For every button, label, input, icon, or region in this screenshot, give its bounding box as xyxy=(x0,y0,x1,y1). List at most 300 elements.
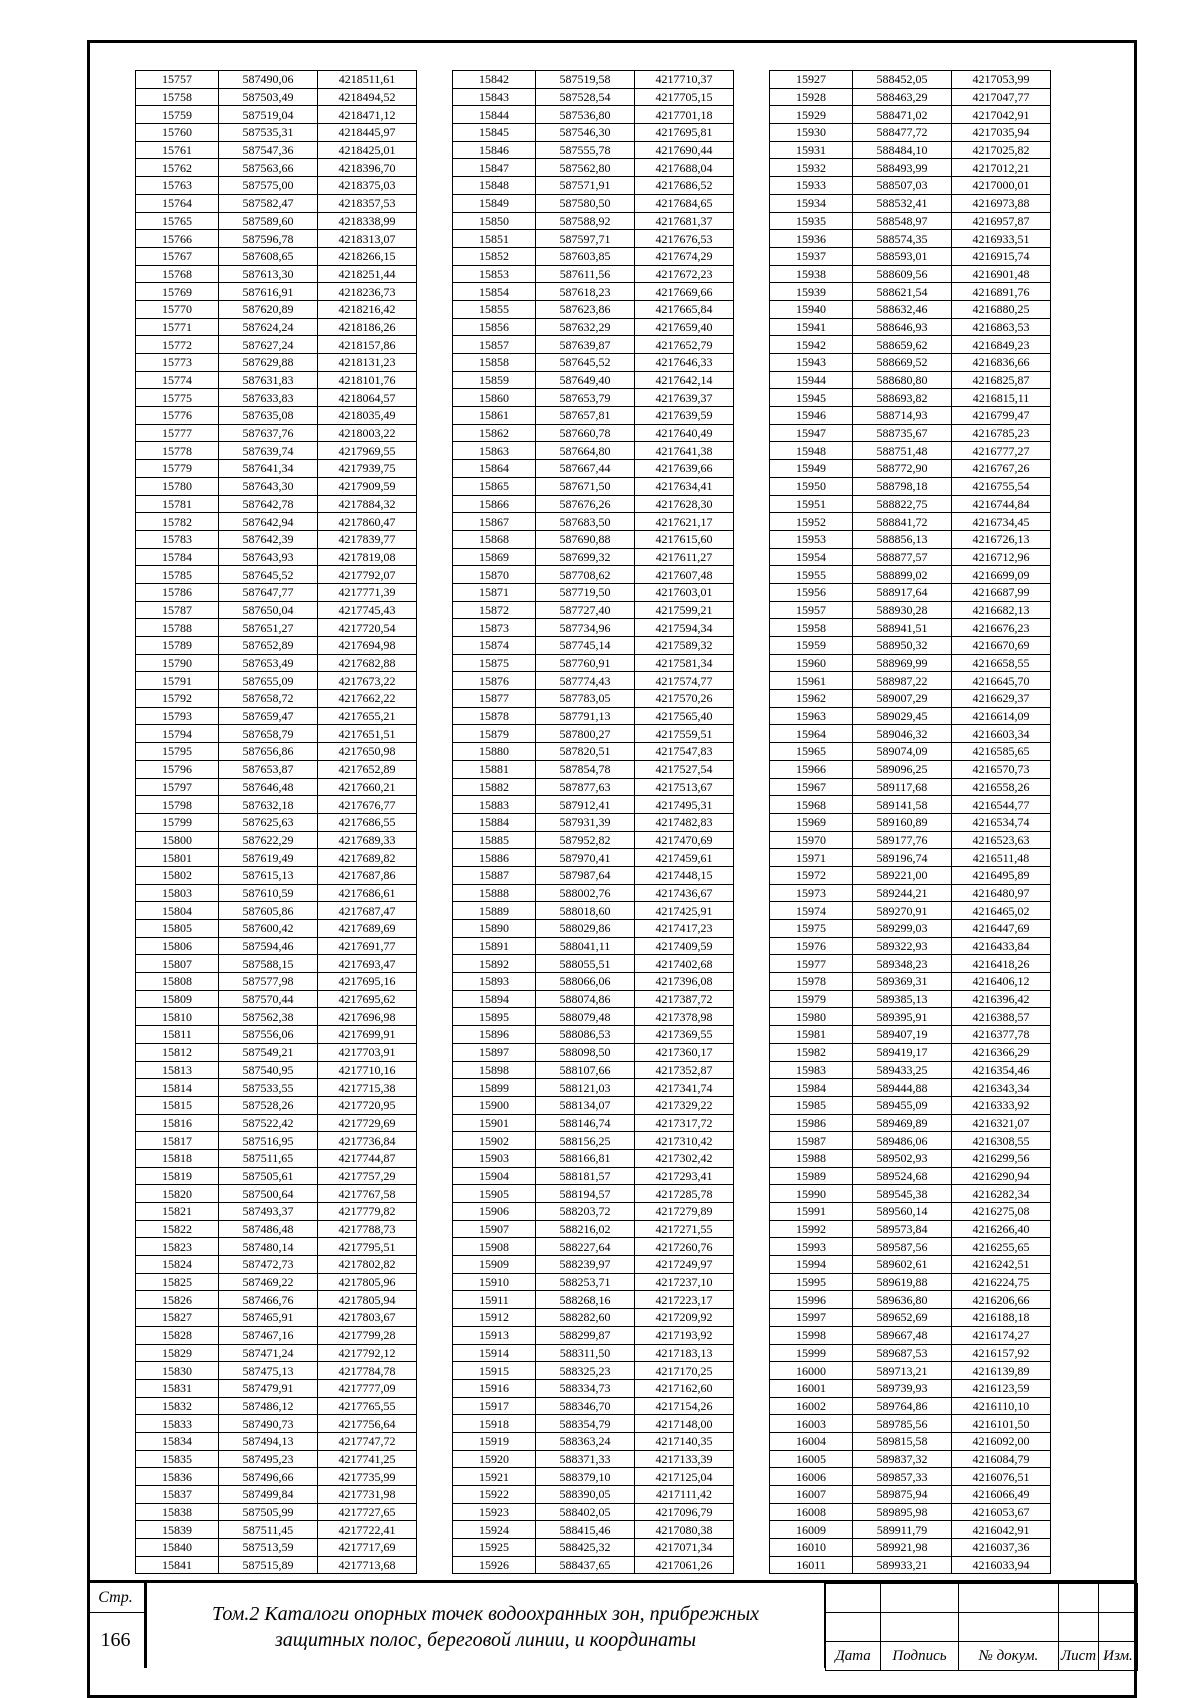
y-coordinate-cell: 4218375,03 xyxy=(318,177,417,195)
x-coordinate-cell: 587652,89 xyxy=(219,637,318,655)
point-number-cell: 15934 xyxy=(770,194,853,212)
point-number-cell: 15816 xyxy=(136,1114,219,1132)
table-row xyxy=(770,230,1051,248)
y-coordinate-cell: 4216558,26 xyxy=(952,778,1051,796)
y-coordinate-cell: 4217341,74 xyxy=(635,1079,734,1097)
table-row xyxy=(770,1379,1051,1397)
y-coordinate-cell: 4217646,33 xyxy=(635,354,734,372)
point-number-cell: 15967 xyxy=(770,778,853,796)
y-coordinate-cell: 4217352,87 xyxy=(635,1061,734,1079)
x-coordinate-cell: 587631,83 xyxy=(219,371,318,389)
y-coordinate-cell: 4217674,29 xyxy=(635,247,734,265)
point-number-cell: 15798 xyxy=(136,796,219,814)
x-coordinate-cell: 587519,04 xyxy=(219,106,318,124)
x-coordinate-cell: 587619,49 xyxy=(219,849,318,867)
y-coordinate-cell: 4217482,83 xyxy=(635,813,734,831)
y-coordinate-cell: 4217396,08 xyxy=(635,973,734,991)
x-coordinate-cell: 588680,80 xyxy=(853,371,952,389)
y-coordinate-cell: 4216084,79 xyxy=(952,1450,1051,1468)
point-number-cell: 15845 xyxy=(453,124,536,142)
y-coordinate-cell: 4217310,42 xyxy=(635,1132,734,1150)
point-number-cell: 15925 xyxy=(453,1539,536,1557)
point-number-cell: 15891 xyxy=(453,937,536,955)
y-coordinate-cell: 4216815,11 xyxy=(952,389,1051,407)
x-coordinate-cell: 588452,05 xyxy=(853,71,952,89)
point-number-cell: 15999 xyxy=(770,1344,853,1362)
point-number-cell: 15882 xyxy=(453,778,536,796)
x-coordinate-cell: 588798,18 xyxy=(853,477,952,495)
table-row xyxy=(453,831,734,849)
y-coordinate-cell: 4216687,99 xyxy=(952,583,1051,601)
x-coordinate-cell: 587645,52 xyxy=(536,354,635,372)
y-coordinate-cell: 4217589,32 xyxy=(635,637,734,655)
table-row xyxy=(453,1238,734,1256)
point-number-cell: 15897 xyxy=(453,1043,536,1061)
table-row xyxy=(136,654,417,672)
y-coordinate-cell: 4216354,46 xyxy=(952,1061,1051,1079)
point-number-cell: 15911 xyxy=(453,1291,536,1309)
y-coordinate-cell: 4216255,65 xyxy=(952,1238,1051,1256)
table-row xyxy=(136,1167,417,1185)
y-coordinate-cell: 4217594,34 xyxy=(635,619,734,637)
table-row xyxy=(453,743,734,761)
point-number-cell: 15982 xyxy=(770,1043,853,1061)
x-coordinate-cell: 589875,94 xyxy=(853,1486,952,1504)
x-coordinate-cell: 588354,79 xyxy=(536,1415,635,1433)
y-coordinate-cell: 4217641,38 xyxy=(635,442,734,460)
table-row xyxy=(136,955,417,973)
x-coordinate-cell: 589196,74 xyxy=(853,849,952,867)
y-coordinate-cell: 4216042,91 xyxy=(952,1521,1051,1539)
table-row xyxy=(770,1415,1051,1433)
point-number-cell: 15812 xyxy=(136,1043,219,1061)
x-coordinate-cell: 588899,02 xyxy=(853,566,952,584)
table-row xyxy=(453,1079,734,1097)
y-coordinate-cell: 4217771,39 xyxy=(318,583,417,601)
table-row xyxy=(770,336,1051,354)
x-coordinate-cell: 587625,63 xyxy=(219,813,318,831)
point-number-cell: 15852 xyxy=(453,247,536,265)
table-row xyxy=(770,1291,1051,1309)
y-coordinate-cell: 4216224,75 xyxy=(952,1273,1051,1291)
x-coordinate-cell: 587646,48 xyxy=(219,778,318,796)
point-number-cell: 15763 xyxy=(136,177,219,195)
point-number-cell: 15996 xyxy=(770,1291,853,1309)
table-row xyxy=(770,1096,1051,1114)
x-coordinate-cell: 587516,95 xyxy=(219,1132,318,1150)
table-row xyxy=(770,194,1051,212)
table-row xyxy=(136,442,417,460)
y-coordinate-cell: 4217741,25 xyxy=(318,1450,417,1468)
x-coordinate-cell: 587613,30 xyxy=(219,265,318,283)
x-coordinate-cell: 587615,13 xyxy=(219,866,318,884)
point-number-cell: 15947 xyxy=(770,424,853,442)
point-number-cell: 15883 xyxy=(453,796,536,814)
point-number-cell: 15797 xyxy=(136,778,219,796)
y-coordinate-cell: 4217660,21 xyxy=(318,778,417,796)
y-coordinate-cell: 4217317,72 xyxy=(635,1114,734,1132)
y-coordinate-cell: 4216901,48 xyxy=(952,265,1051,283)
point-number-cell: 15973 xyxy=(770,884,853,902)
table-row xyxy=(136,548,417,566)
table-row xyxy=(453,1397,734,1415)
point-number-cell: 15994 xyxy=(770,1256,853,1274)
table-row xyxy=(136,371,417,389)
y-coordinate-cell: 4216682,13 xyxy=(952,601,1051,619)
table-row xyxy=(453,1450,734,1468)
table-row xyxy=(136,1149,417,1167)
table-row xyxy=(770,442,1051,460)
x-coordinate-cell: 587727,40 xyxy=(536,601,635,619)
point-number-cell: 15820 xyxy=(136,1185,219,1203)
table-row xyxy=(136,1291,417,1309)
point-number-cell: 15819 xyxy=(136,1167,219,1185)
y-coordinate-cell: 4217565,40 xyxy=(635,707,734,725)
point-number-cell: 15930 xyxy=(770,124,853,142)
x-coordinate-cell: 588735,67 xyxy=(853,424,952,442)
point-number-cell: 15989 xyxy=(770,1167,853,1185)
point-number-cell: 15867 xyxy=(453,513,536,531)
y-coordinate-cell: 4218186,26 xyxy=(318,318,417,336)
y-coordinate-cell: 4217684,65 xyxy=(635,194,734,212)
y-coordinate-cell: 4216603,34 xyxy=(952,725,1051,743)
x-coordinate-cell: 587623,86 xyxy=(536,300,635,318)
table-row xyxy=(770,672,1051,690)
x-coordinate-cell: 588203,72 xyxy=(536,1203,635,1221)
y-coordinate-cell: 4216570,73 xyxy=(952,760,1051,778)
x-coordinate-cell: 588253,71 xyxy=(536,1273,635,1291)
x-coordinate-cell: 587580,50 xyxy=(536,194,635,212)
table-row xyxy=(770,1256,1051,1274)
point-number-cell: 15899 xyxy=(453,1079,536,1097)
y-coordinate-cell: 4217080,38 xyxy=(635,1521,734,1539)
x-coordinate-cell: 589469,89 xyxy=(853,1114,952,1132)
table-row xyxy=(770,1149,1051,1167)
point-number-cell: 15761 xyxy=(136,141,219,159)
point-number-cell: 15879 xyxy=(453,725,536,743)
y-coordinate-cell: 4216377,78 xyxy=(952,1026,1051,1044)
y-coordinate-cell: 4217223,17 xyxy=(635,1291,734,1309)
y-coordinate-cell: 4217012,21 xyxy=(952,159,1051,177)
point-number-cell: 15801 xyxy=(136,849,219,867)
stamp-label-sheet: Лист xyxy=(1059,1642,1099,1671)
table-row xyxy=(770,654,1051,672)
table-row xyxy=(136,583,417,601)
stamp-grid xyxy=(825,1583,1137,1668)
table-row xyxy=(770,477,1051,495)
x-coordinate-cell: 587820,51 xyxy=(536,743,635,761)
x-coordinate-cell: 589921,98 xyxy=(853,1539,952,1557)
point-number-cell: 15826 xyxy=(136,1291,219,1309)
x-coordinate-cell: 588146,74 xyxy=(536,1114,635,1132)
table-row xyxy=(136,690,417,708)
point-number-cell: 15813 xyxy=(136,1061,219,1079)
x-coordinate-cell: 587528,54 xyxy=(536,88,635,106)
x-coordinate-cell: 587635,08 xyxy=(219,407,318,425)
y-coordinate-cell: 4217402,68 xyxy=(635,955,734,973)
point-number-cell: 15866 xyxy=(453,495,536,513)
point-number-cell: 16009 xyxy=(770,1521,853,1539)
x-coordinate-cell: 587467,16 xyxy=(219,1326,318,1344)
x-coordinate-cell: 588950,32 xyxy=(853,637,952,655)
x-coordinate-cell: 588463,29 xyxy=(853,88,952,106)
point-number-cell: 15896 xyxy=(453,1026,536,1044)
table-row xyxy=(136,407,417,425)
x-coordinate-cell: 587699,32 xyxy=(536,548,635,566)
y-coordinate-cell: 4217096,79 xyxy=(635,1503,734,1521)
table-row xyxy=(770,583,1051,601)
x-coordinate-cell: 587515,89 xyxy=(219,1556,318,1574)
table-row xyxy=(136,1450,417,1468)
x-coordinate-cell: 587671,50 xyxy=(536,477,635,495)
point-number-cell: 15898 xyxy=(453,1061,536,1079)
x-coordinate-cell: 588772,90 xyxy=(853,460,952,478)
table-row xyxy=(770,831,1051,849)
x-coordinate-cell: 587643,30 xyxy=(219,477,318,495)
y-coordinate-cell: 4217681,37 xyxy=(635,212,734,230)
y-coordinate-cell: 4217792,07 xyxy=(318,566,417,584)
x-coordinate-cell: 588532,41 xyxy=(853,194,952,212)
point-number-cell: 15912 xyxy=(453,1309,536,1327)
page-number: 166 xyxy=(87,1613,147,1668)
y-coordinate-cell: 4217071,34 xyxy=(635,1539,734,1557)
y-coordinate-cell: 4217000,01 xyxy=(952,177,1051,195)
x-coordinate-cell: 587536,80 xyxy=(536,106,635,124)
y-coordinate-cell: 4218425,01 xyxy=(318,141,417,159)
x-coordinate-cell: 588669,52 xyxy=(853,354,952,372)
point-number-cell: 15915 xyxy=(453,1362,536,1380)
table-row xyxy=(770,1556,1051,1574)
table-row xyxy=(453,955,734,973)
table-row xyxy=(136,1132,417,1150)
coordinates-table-2 xyxy=(452,70,734,1574)
x-coordinate-cell: 589433,25 xyxy=(853,1061,952,1079)
point-number-cell: 15770 xyxy=(136,300,219,318)
x-coordinate-cell: 588055,51 xyxy=(536,955,635,973)
y-coordinate-cell: 4217687,47 xyxy=(318,902,417,920)
y-coordinate-cell: 4216645,70 xyxy=(952,672,1051,690)
y-coordinate-cell: 4216092,00 xyxy=(952,1432,1051,1450)
x-coordinate-cell: 589739,93 xyxy=(853,1379,952,1397)
point-number-cell: 15856 xyxy=(453,318,536,336)
table-row xyxy=(453,106,734,124)
y-coordinate-cell: 4217694,98 xyxy=(318,637,417,655)
x-coordinate-cell: 587575,00 xyxy=(219,177,318,195)
point-number-cell: 15861 xyxy=(453,407,536,425)
table-row xyxy=(136,707,417,725)
point-number-cell: 15917 xyxy=(453,1397,536,1415)
table-row xyxy=(453,407,734,425)
table-row xyxy=(136,247,417,265)
x-coordinate-cell: 587608,65 xyxy=(219,247,318,265)
table-row xyxy=(136,495,417,513)
x-coordinate-cell: 588363,24 xyxy=(536,1432,635,1450)
y-coordinate-cell: 4217559,51 xyxy=(635,725,734,743)
table-row xyxy=(136,513,417,531)
point-number-cell: 15876 xyxy=(453,672,536,690)
table-row xyxy=(453,1362,734,1380)
x-coordinate-cell: 588074,86 xyxy=(536,990,635,1008)
point-number-cell: 15903 xyxy=(453,1149,536,1167)
x-coordinate-cell: 588548,97 xyxy=(853,212,952,230)
y-coordinate-cell: 4216712,96 xyxy=(952,548,1051,566)
y-coordinate-cell: 4217792,12 xyxy=(318,1344,417,1362)
point-number-cell: 15815 xyxy=(136,1096,219,1114)
x-coordinate-cell: 588079,48 xyxy=(536,1008,635,1026)
point-number-cell: 16008 xyxy=(770,1503,853,1521)
point-number-cell: 15859 xyxy=(453,371,536,389)
x-coordinate-cell: 587660,78 xyxy=(536,424,635,442)
y-coordinate-cell: 4217162,60 xyxy=(635,1379,734,1397)
table-row xyxy=(136,1185,417,1203)
point-number-cell: 15972 xyxy=(770,866,853,884)
point-number-cell: 15880 xyxy=(453,743,536,761)
point-number-cell: 15862 xyxy=(453,424,536,442)
table-row xyxy=(453,1008,734,1026)
point-number-cell: 15960 xyxy=(770,654,853,672)
point-number-cell: 15831 xyxy=(136,1379,219,1397)
point-number-cell: 15781 xyxy=(136,495,219,513)
y-coordinate-cell: 4216480,97 xyxy=(952,884,1051,902)
point-number-cell: 15858 xyxy=(453,354,536,372)
x-coordinate-cell: 589486,06 xyxy=(853,1132,952,1150)
y-coordinate-cell: 4217710,37 xyxy=(635,71,734,89)
x-coordinate-cell: 588227,64 xyxy=(536,1238,635,1256)
table-row xyxy=(136,1397,417,1415)
y-coordinate-cell: 4217662,22 xyxy=(318,690,417,708)
y-coordinate-cell: 4216321,07 xyxy=(952,1114,1051,1132)
x-coordinate-cell: 589857,33 xyxy=(853,1468,952,1486)
y-coordinate-cell: 4217495,31 xyxy=(635,796,734,814)
y-coordinate-cell: 4217720,54 xyxy=(318,619,417,637)
x-coordinate-cell: 587647,77 xyxy=(219,583,318,601)
point-number-cell: 15794 xyxy=(136,725,219,743)
y-coordinate-cell: 4217448,15 xyxy=(635,866,734,884)
y-coordinate-cell: 4217237,10 xyxy=(635,1273,734,1291)
table-row xyxy=(770,990,1051,1008)
table-row xyxy=(453,1521,734,1539)
table-row xyxy=(136,177,417,195)
x-coordinate-cell: 589270,91 xyxy=(853,902,952,920)
point-number-cell: 15975 xyxy=(770,920,853,938)
y-coordinate-cell: 4216799,47 xyxy=(952,407,1051,425)
point-number-cell: 16004 xyxy=(770,1432,853,1450)
point-number-cell: 15823 xyxy=(136,1238,219,1256)
y-coordinate-cell: 4217686,55 xyxy=(318,813,417,831)
x-coordinate-cell: 589007,29 xyxy=(853,690,952,708)
y-coordinate-cell: 4217729,69 xyxy=(318,1114,417,1132)
point-number-cell: 15885 xyxy=(453,831,536,849)
table-row xyxy=(770,1468,1051,1486)
table-row xyxy=(770,1486,1051,1504)
table-row xyxy=(770,778,1051,796)
page-label: Стр. xyxy=(87,1583,147,1613)
point-number-cell: 15959 xyxy=(770,637,853,655)
x-coordinate-cell: 587511,65 xyxy=(219,1149,318,1167)
point-number-cell: 15814 xyxy=(136,1079,219,1097)
y-coordinate-cell: 4217715,38 xyxy=(318,1079,417,1097)
point-number-cell: 15795 xyxy=(136,743,219,761)
table-row xyxy=(453,477,734,495)
table-row xyxy=(136,1203,417,1221)
x-coordinate-cell: 587594,46 xyxy=(219,937,318,955)
point-number-cell: 15900 xyxy=(453,1096,536,1114)
x-coordinate-cell: 588002,76 xyxy=(536,884,635,902)
x-coordinate-cell: 587577,98 xyxy=(219,973,318,991)
x-coordinate-cell: 589667,48 xyxy=(853,1326,952,1344)
x-coordinate-cell: 587618,23 xyxy=(536,283,635,301)
point-number-cell: 15863 xyxy=(453,442,536,460)
table-row xyxy=(136,141,417,159)
table-row xyxy=(770,1273,1051,1291)
y-coordinate-cell: 4218494,52 xyxy=(318,88,417,106)
point-number-cell: 15809 xyxy=(136,990,219,1008)
table-row xyxy=(453,194,734,212)
y-coordinate-cell: 4217271,55 xyxy=(635,1220,734,1238)
point-number-cell: 15981 xyxy=(770,1026,853,1044)
point-number-cell: 15920 xyxy=(453,1450,536,1468)
y-coordinate-cell: 4218357,53 xyxy=(318,194,417,212)
point-number-cell: 15804 xyxy=(136,902,219,920)
x-coordinate-cell: 587588,92 xyxy=(536,212,635,230)
table-row xyxy=(136,1344,417,1362)
point-number-cell: 15909 xyxy=(453,1256,536,1274)
x-coordinate-cell: 587656,86 xyxy=(219,743,318,761)
x-coordinate-cell: 589244,21 xyxy=(853,884,952,902)
x-coordinate-cell: 588841,72 xyxy=(853,513,952,531)
table-row xyxy=(770,743,1051,761)
point-number-cell: 15806 xyxy=(136,937,219,955)
point-number-cell: 15964 xyxy=(770,725,853,743)
table-row xyxy=(453,725,734,743)
y-coordinate-cell: 4216836,66 xyxy=(952,354,1051,372)
point-number-cell: 15854 xyxy=(453,283,536,301)
point-number-cell: 15810 xyxy=(136,1008,219,1026)
y-coordinate-cell: 4217687,86 xyxy=(318,866,417,884)
y-coordinate-cell: 4216933,51 xyxy=(952,230,1051,248)
table-row xyxy=(136,1096,417,1114)
table-row xyxy=(136,88,417,106)
x-coordinate-cell: 588609,56 xyxy=(853,265,952,283)
y-coordinate-cell: 4217652,89 xyxy=(318,760,417,778)
table-row xyxy=(136,194,417,212)
x-coordinate-cell: 588325,23 xyxy=(536,1362,635,1380)
x-coordinate-cell: 588086,53 xyxy=(536,1026,635,1044)
point-number-cell: 15886 xyxy=(453,849,536,867)
y-coordinate-cell: 4217731,98 xyxy=(318,1486,417,1504)
point-number-cell: 15983 xyxy=(770,1061,853,1079)
table-row xyxy=(770,177,1051,195)
y-coordinate-cell: 4217745,43 xyxy=(318,601,417,619)
y-coordinate-cell: 4217695,81 xyxy=(635,124,734,142)
y-coordinate-cell: 4216366,29 xyxy=(952,1043,1051,1061)
table-row xyxy=(770,513,1051,531)
point-number-cell: 15894 xyxy=(453,990,536,1008)
point-number-cell: 15865 xyxy=(453,477,536,495)
x-coordinate-cell: 587791,13 xyxy=(536,707,635,725)
table-row xyxy=(136,283,417,301)
point-number-cell: 15787 xyxy=(136,601,219,619)
x-coordinate-cell: 589687,53 xyxy=(853,1344,952,1362)
point-number-cell: 15977 xyxy=(770,955,853,973)
table-row xyxy=(136,1220,417,1238)
point-number-cell: 15978 xyxy=(770,973,853,991)
point-number-cell: 15828 xyxy=(136,1326,219,1344)
x-coordinate-cell: 588194,57 xyxy=(536,1185,635,1203)
y-coordinate-cell: 4217025,82 xyxy=(952,141,1051,159)
y-coordinate-cell: 4217621,17 xyxy=(635,513,734,531)
x-coordinate-cell: 587486,48 xyxy=(219,1220,318,1238)
